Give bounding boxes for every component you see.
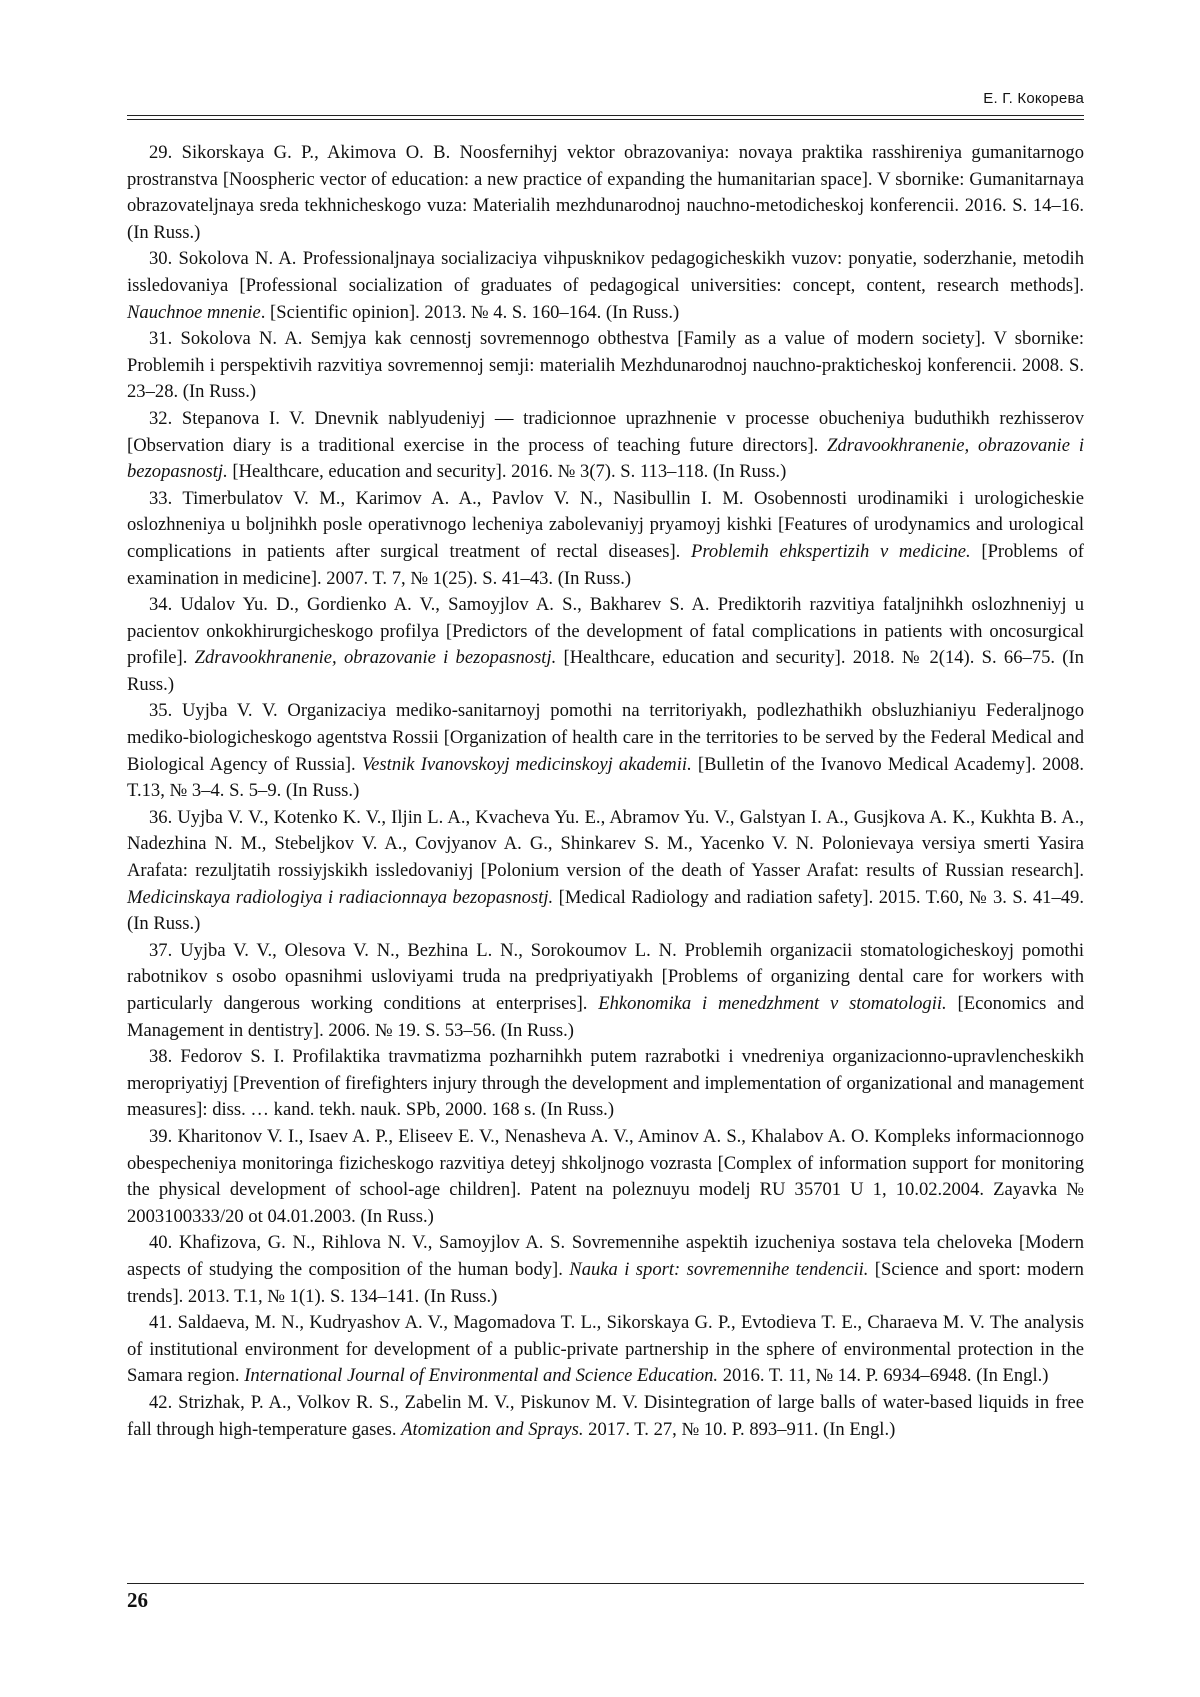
footer-rule xyxy=(127,1583,1084,1584)
reference-item: 30. Sokolova N. A. Professionaljnaya socializaciya vihpusknikov pedagogicheskikh vuzov: ponyatie, soderzhanie, metodih issledovaniya [Professional socialization of graduates of pedagogical universities: concept, content, research methods]. Nauchnoe mnenie. [Scientific opinion]. 2013. № 4. S. 160–164. (In Russ.) xyxy=(127,248,1084,323)
running-head-author: Е. Г. Кокорева xyxy=(983,90,1084,107)
reference-item: 41. Saldaeva, M. N., Kudryashov A. V., Magomadova T. L., Sikorskaya G. P., Evtodieva T. E., Charaeva M. V. The analysis of institutional environment for development of a public-private partnership in the sphere of environmental protection in the Samara region. International Journal of Environmental and Science Education. 2016. T. 11, № 14. P. 6934–6948. (In Engl.) xyxy=(127,1312,1084,1387)
reference-item: 33. Timerbulatov V. M., Karimov A. A., Pavlov V. N., Nasibullin I. M. Osobennosti urodinamiki i urologicheskie oslozhneniya u boljnihkh posle operativnogo lecheniya zabolevaniyj pryamoyj kishki [Features of urodynamics and urological complications in patients after surgical treatment of rectal diseases]. Problemih ehkspertizih v medicine. [Problems of examination in medicine]. 2007. T. 7, № 1(25). S. 41–43. (In Russ.) xyxy=(127,487,1084,589)
reference-item: 32. Stepanova I. V. Dnevnik nablyudeniyj — tradicionnoe uprazhnenie v processe obucheniya buduthikh rezhisserov [Observation diary is a traditional exercise in the process of teaching future directors]. Zdravookhranenie, obrazovanie i bezopasnostj. [Healthcare, education and security]. 2016. № 3(7). S. 113–118. (In Russ.) xyxy=(127,407,1084,483)
reference-item: 42. Strizhak, P. A., Volkov R. S., Zabelin M. V., Piskunov M. V. Disintegration of large balls of water-based liquids in free fall through high-temperature gases. Atomization and Sprays. 2017. T. 27, № 10. P. 893–911. (In Engl.) xyxy=(127,1391,1084,1440)
header-double-rule xyxy=(127,115,1084,120)
reference-item: 36. Uyjba V. V., Kotenko K. V., Iljin L. A., Kvacheva Yu. E., Abramov Yu. V., Galstyan I. A., Gusjkova A. K., Kukhta B. A., Nadezhina N. M., Stebeljkov V. A., Covjyanov A. G., Shinkarev S. M., Yacenko V. N. Polonievaya versiya smerti Yasira Arafata: rezuljtatih rossiyjskikh issledovaniyj [Polonium version of the death of Yasser Arafat: results of Russian research]. Medicinskaya radiologiya i radiacionnaya bezopasnostj. [Medical Radiology and radiation safety]. 2015. T.60, № 3. S. 41–49. (In Russ.) xyxy=(127,806,1084,935)
reference-item: 31. Sokolova N. A. Semjya kak cennostj sovremennogo obthestva [Family as a value of modern society]. V sbornike: Problemih i perspektivih razvitiya sovremennoj semji: materialih Mezhdunarodnoj nauchno-prakticheskoj konferencii. 2008. S. 23–28. (In Russ.) xyxy=(127,328,1084,403)
reference-item: 29. Sikorskaya G. P., Akimova O. B. Noosfernihyj vektor obrazovaniya: novaya praktika rasshireniya gumanitarnogo prostranstva [Noospheric vector of education: a new practice of expanding the humanitarian space]. V sbornike: Gumanitarnaya obrazovateljnaya sreda tekhnicheskogo vuza: Materialih mezhdunarodnoj nauchno-metodicheskoj konferencii. 2016. S. 14–16. (In Russ.) xyxy=(127,142,1084,243)
reference-item: 39. Kharitonov V. I., Isaev A. P., Eliseev E. V., Nenasheva A. V., Aminov A. S., Khalabov A. O. Kompleks informacionnogo obespecheniya monitoringa fizicheskogo razvitiya deteyj shkoljnogo vozrasta [Complex of information support for monitoring the physical development of school-age children]. Patent na poleznuyu modelj RU 35701 U 1, 10.02.2004. Zayavka № 2003100333/20 ot 04.01.2003. (In Russ.) xyxy=(127,1125,1084,1227)
reference-item: 35. Uyjba V. V. Organizaciya mediko-sanitarnoyj pomothi na territoriyakh, podlezhathikh obsluzhianiyu Federaljnogo mediko-biologicheskogo agentstva Rossii [Organization of health care in the territories to be served by the Federal Medical and Biological Agency of Russia]. Vestnik Ivanovskoyj medicinskoyj akademii. [Bulletin of the Ivanovo Medical Academy]. 2008. T.13, № 3–4. S. 5–9. (In Russ.) xyxy=(127,700,1084,802)
page-number: 26 xyxy=(127,1588,148,1612)
reference-item: 40. Khafizova, G. N., Rihlova N. V., Samoyjlov A. S. Sovremennihe aspektih izucheniya sostava tela cheloveka [Modern aspects of studying the composition of the human body]. Nauka i sport: sovremennihe tendencii. [Science and sport: modern trends]. 2013. T.1, № 1(1). S. 134–141. (In Russ.) xyxy=(127,1232,1084,1307)
reference-item: 38. Fedorov S. I. Profilaktika travmatizma pozharnihkh putem razrabotki i vnedreniya organizacionno-upravlencheskikh meropriyatiyj [Prevention of firefighters injury through the development and implementation of organizational and management measures]: diss. … kand. tekh. nauk. SPb, 2000. 168 s. (In Russ.) xyxy=(127,1046,1084,1121)
reference-item: 34. Udalov Yu. D., Gordienko A. V., Samoyjlov A. S., Bakharev S. A. Prediktorih razvitiya fataljnihkh oslozhneniyj u pacientov onkokhirurgicheskogo profilya [Predictors of the development of fatal complications in patients with oncosurgical profile]. Zdravookhranenie, obrazovanie i bezopasnostj. [Healthcare, education and security]. 2018. № 2(14). S. 66–75. (In Russ.) xyxy=(127,594,1084,695)
reference-item: 37. Uyjba V. V., Olesova V. N., Bezhina L. N., Sorokoumov L. N. Problemih organizacii stomatologicheskoyj pomothi rabotnikov s osobo opasnihmi usloviyami truda na predpriyatiyakh [Problems of organizing dental care for workers with particularly dangerous working conditions at enterprises]. Ehkonomika i menedzhment v stomatologii. [Economics and Management in dentistry]. 2006. № 19. S. 53–56. (In Russ.) xyxy=(127,939,1084,1041)
reference-list xyxy=(127,140,1084,1443)
